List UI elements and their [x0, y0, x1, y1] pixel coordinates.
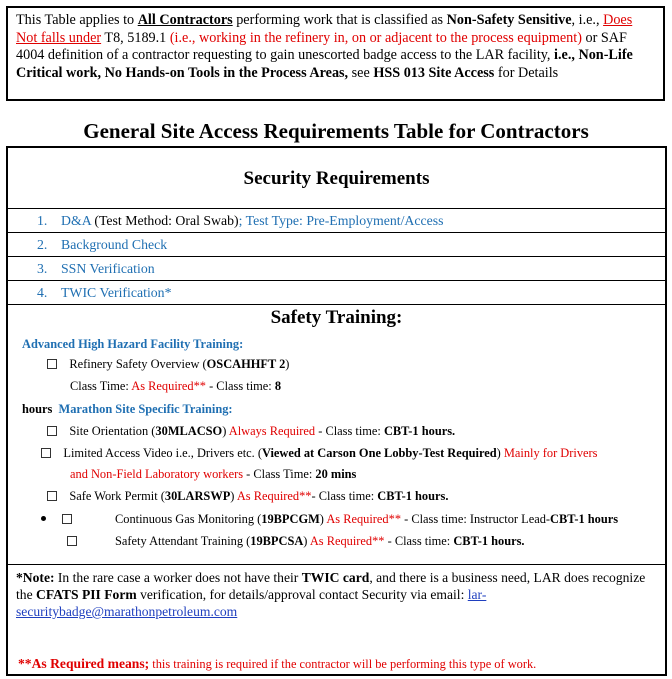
- note-box: [8, 564, 665, 674]
- safety-training-title: Safety Training:: [270, 307, 403, 328]
- security-item-drug-alcohol: 1. D&A (Test Method: Oral Swab); Test Type: Pre-Employment/Access: [8, 209, 665, 233]
- gas-monitoring-text: Continuous Gas Monitoring (19BPCGM) As Required** - Class time: Instructor Lead-CBT-1 hours: [115, 512, 619, 526]
- security-requirements-header: Security Requirements: [8, 148, 665, 209]
- safe-work-permit-line: Safe Work Permit (30LARSWP) As Required**- Class time: CBT-1 hours.: [47, 488, 448, 504]
- marathon-training-line: hours Marathon Site Specific Training:: [22, 402, 233, 416]
- page-title: General Site Access Requirements Table for Contractors: [83, 119, 589, 143]
- requirements-table: [6, 146, 667, 676]
- intro-box: [6, 6, 665, 101]
- checkbox-icon: [47, 359, 57, 369]
- security-item-twic-verification: 4. TWIC Verification*: [8, 281, 665, 305]
- safety-attendant-checkbox: [67, 533, 77, 549]
- limited-access-video-line-2: and Non-Field Laboratory workers - Class Time: 20 mins: [70, 467, 357, 481]
- checkbox-icon: [62, 514, 72, 524]
- security-item-background-check: 2. Background Check: [8, 233, 665, 257]
- checkbox-icon: [67, 536, 77, 546]
- marathon-training-heading: Marathon Site Specific Training:: [58, 402, 233, 416]
- as-required-definition: **As Required means; this training is required if the contractor will be performing this type of work.: [18, 656, 537, 671]
- checkbox-icon: [41, 448, 51, 458]
- intro-text: This Table applies to All Contractors performing work that is classified as Non-Safety Sensitive, i.e., Does Not falls under T8, 5189.1 (i.e., working in the refinery in, on or adjacent to the process equipment) or SAF 4004 definition of a contractor requesting to gain unescorted badge access to the LAR facility, i.e., Non-Life Critical work, No Hands-on Tools in the Process Areas, see HSS 013 Site Access for Details: [16, 12, 633, 81]
- bullet-icon: [41, 516, 46, 521]
- refinery-safety-class-time: Class Time: As Required** - Class time: 8: [70, 379, 282, 393]
- security-item-ssn-verification: 3. SSN Verification: [8, 257, 665, 281]
- site-orientation-line: Site Orientation (30MLACSO) Always Required - Class time: CBT-1 hours.: [47, 423, 455, 439]
- limited-access-video-line: Limited Access Video i.e., Drivers etc. (Viewed at Carson One Lobby-Test Required) Mainly for Drivers: [41, 445, 597, 461]
- gas-monitoring-line: [41, 511, 72, 527]
- checkbox-icon: [47, 426, 57, 436]
- note-text: *Note: In the rare case a worker does not have their TWIC card, and there is a business need, LAR does recognize the CFATS PII Form verification, for details/approval contact Security via email: lar-securitybadge@marathonpetroleum.com: [16, 570, 646, 619]
- checkbox-icon: [47, 491, 57, 501]
- safety-attendant-text: Safety Attendant Training (19BPCSA) As Required** - Class time: CBT-1 hours.: [115, 534, 525, 548]
- refinery-safety-overview-line: Refinery Safety Overview (OSCAHHFT 2): [47, 356, 289, 372]
- advanced-training-heading: Advanced High Hazard Facility Training:: [22, 337, 244, 351]
- security-email-link[interactable]: lar-securitybadge@marathonpetroleum.com: [16, 587, 487, 619]
